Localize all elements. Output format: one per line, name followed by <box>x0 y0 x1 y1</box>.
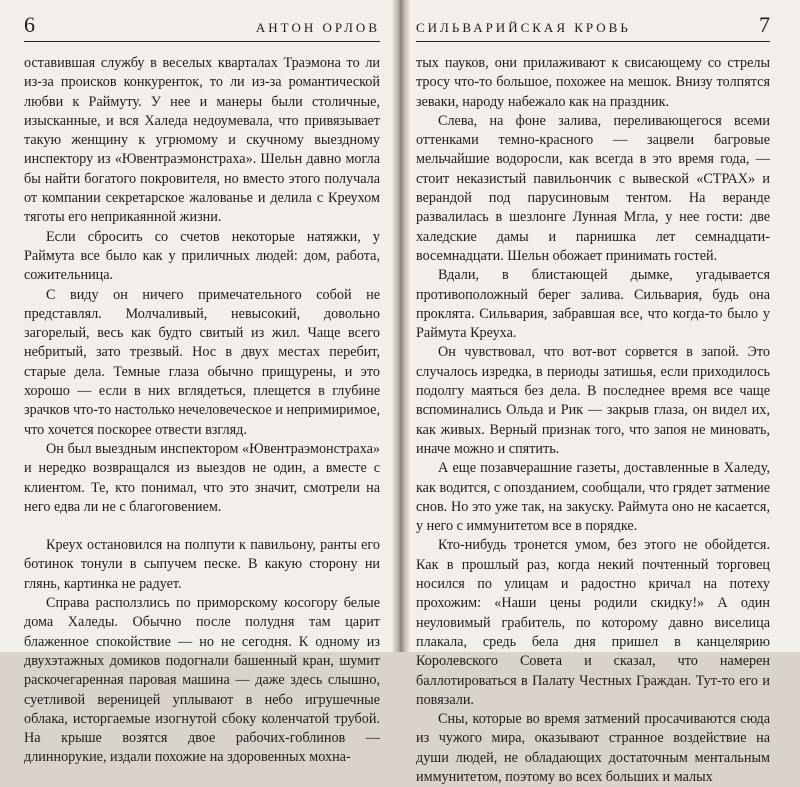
left-page-header <box>24 12 380 42</box>
right-paragraph-3: Вдали, в блистающей дымке, угадывается противоположный берег залива. Сильвария, будь она проклята. Сильвария, забравшая все, что когда-то было у Раймута Креуха. <box>416 267 770 342</box>
right-running-head: СИЛЬВАРИЙСКАЯ КРОВЬ <box>416 20 631 35</box>
right-paragraph-1: тых пауков, они прилаживают к свисающему со стрелы тросу что-то большое, похожее на мешок. Внизу толпятся зеваки, народу набежало как на праздник. <box>416 55 770 110</box>
left-running-head: АНТОН ОРЛОВ <box>255 20 380 35</box>
right-paragraph-2: Слева, на фоне залива, переливающегося всеми оттенками темно-красного — зацвели багровые мельчайшие водоросли, как всегда в это время года, — стоит неказистый павильончик с вывеской «СТРАХ» и верандой под парусиновым тентом. На веранде развалилась в шезлонге Лунная Мгла, у нее гости: две халедские дамы и парнишка лет семнадцати-восемнадцати. Шельн обожает принимать гостей. <box>416 112 770 264</box>
book-gutter <box>392 0 410 652</box>
left-paragraph-3: С виду он ничего примечательного собой не представлял. Молчаливый, невысокий, довольно загорелый, весь как будто свитый из жил. Чаще всего небритый, зато трезвый. Нос в двух местах перебит, старые дела. Темные глаза обычно прищурены, и это хорошо — если в них вглядеться, плещется в глубине зрачков что-то настолько нечеловеческое и непримиримое, что хочется поскорее отвести взгляд. <box>24 286 380 438</box>
left-paragraph-1: оставившая службу в веселых кварталах Траэмона то ли из-за происков конкуренток, то ли из-за романтической любви к Раймуту. У нее и манеры были столичные, изысканные, и вся Халеда недоумевала, что привязывает такую женщину к угрюмому и скучному выездному инспектору из «Ювентраэмонстраха». Шельн давно могла бы найти богатого покровителя, но вместо этого получала от компании секретарское жалованье и делила с Креухом тяготы его неприкаянной жизни. <box>24 55 380 226</box>
right-page-text <box>416 54 770 787</box>
left-page <box>0 0 398 766</box>
left-paragraph-5: Креух остановился на полпути к павильону, ранты его ботинок тонули в сыпучем песке. В какую сторону ни глянь, картинка не радует. <box>24 537 380 592</box>
right-page <box>402 0 800 785</box>
right-paragraph-4: Он чувствовал, что вот-вот сорвется в запой. Это случалось изредка, в периоды затишья, если приходилось подолгу маяться без дела. В последнее время все чаще вспоминались Ольда и Рик — закрыв глаза, он видел их, как живых. Верный признак того, что запоя не миновать, иначе можно и спятить. <box>416 344 770 457</box>
right-page-number: 7 <box>759 12 770 37</box>
right-paragraph-7: Сны, которые во время затмений просачиваются сюда из чужого мира, оказывают странное воздействие на души людей, не обладающих достаточным ментальным иммунитетом, поэтому во всех больших и малых <box>416 711 770 785</box>
section-break <box>24 517 380 536</box>
left-page-text <box>24 54 380 768</box>
right-paragraph-5: А еще позавчерашние газеты, доставленные в Халеду, как водится, с опозданием, сообщали, что грядет затмение снов. Но это уже так, на закуску. Раймута оно не касается, у него с иммунитетом все в порядке. <box>416 460 770 535</box>
right-paragraph-6: Кто-нибудь тронется умом, без этого не обойдется. Как в прошлый раз, когда некий почтенный торговец носился по улицам и радостно кричал на потеху прохожим: «Наши цены родили скидку!» А один неуловимый грабитель, по которому давно виселица плакала, средь бела дня пришел в канцелярию Королевского Совета и сказал, что намерен баллотироваться в Палату Честных Граждан. Тут-то его и повязали. <box>416 537 770 708</box>
left-paragraph-6: Справа расползлись по приморскому косогору белые дома Халеды. Обычно после полудня там царит блаженное спокойствие — но не сегодня. К одному из двухэтажных домиков подогнали башенный кран, шумит раскочегаренная паровая машина — даже здесь слышно, суетливой вереницей уплывают в небо игрушечные облака, исторгаемые изогнутой сбоку коленчатой трубой. На крыше возятся двое рабочих-гоблинов — длиннорукие, издали похожие на здоровенных мохна- <box>24 595 380 766</box>
right-page-header <box>416 12 770 42</box>
left-paragraph-4: Он был выездным инспектором «Ювентраэмонстраха» и нередко возвращался из выездов не один, а вместе с клиентом. Те, кто понимал, что это значит, смотрели на него едва ли не с благоговением. <box>24 440 380 515</box>
left-page-number: 6 <box>24 12 35 37</box>
left-paragraph-2: Если сбросить со счетов некоторые натяжки, у Раймута все было как у приличных людей: дом, работа, сожительница. <box>24 228 380 284</box>
